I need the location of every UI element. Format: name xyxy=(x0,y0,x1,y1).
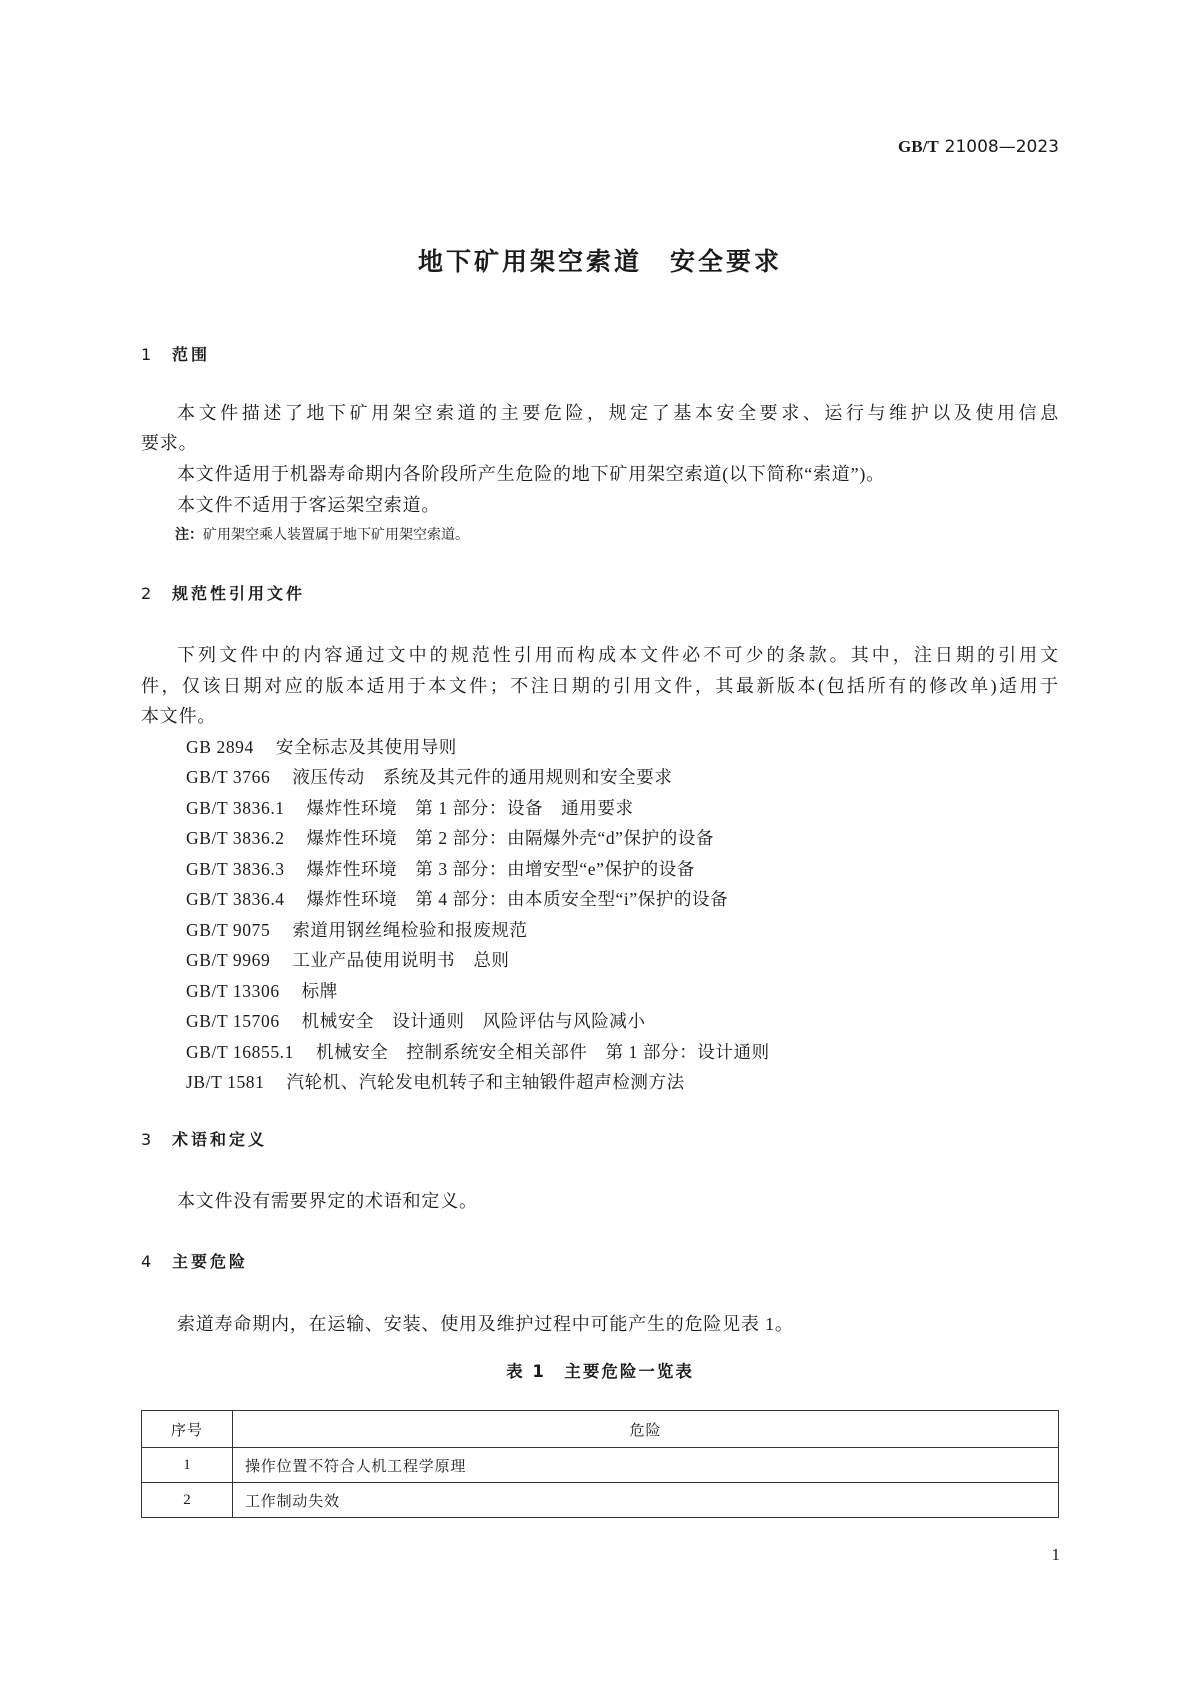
reference-code: GB 2894 xyxy=(186,737,254,757)
scope-paragraph-1-line-1: 本文件描述了地下矿用架空索道的主要危险，规定了基本安全要求、运行与维护以及使用信息 xyxy=(177,403,1059,423)
reference-title: 爆炸性环境 第 1 部分：设备 通用要求 xyxy=(306,798,634,818)
reference-title: 机械安全 设计通则 风险评估与风险减小 xyxy=(301,1011,646,1031)
reference-item xyxy=(186,1006,646,1036)
section-4-number: 4 xyxy=(141,1252,152,1271)
reference-item xyxy=(186,1067,685,1097)
reference-code: GB/T 3836.1 xyxy=(186,798,285,818)
reference-code: JB/T 1581 xyxy=(186,1072,265,1092)
column-header-hazard: 危险 xyxy=(233,1411,1059,1448)
section-1-heading: 范围 xyxy=(172,345,211,364)
reference-title: 机械安全 控制系统安全相关部件 第 1 部分：设计通则 xyxy=(316,1042,770,1062)
reference-title: 爆炸性环境 第 2 部分：由隔爆外壳“d”保护的设备 xyxy=(306,828,715,848)
references-intro-line-2: 件，仅该日期对应的版本适用于本文件；不注日期的引用文件，其最新版本(包括所有的修改单)适用于 xyxy=(141,676,1059,696)
reference-code: GB/T 15706 xyxy=(186,1011,280,1031)
table-caption: 表 1 主要危险一览表 xyxy=(506,1362,694,1381)
reference-title: 工业产品使用说明书 总则 xyxy=(292,950,510,970)
reference-title: 爆炸性环境 第 3 部分：由增安型“e”保护的设备 xyxy=(306,859,695,879)
table-cell-hazard: 操作位置不符合人机工程学原理 xyxy=(233,1448,1059,1483)
reference-code: GB/T 9969 xyxy=(186,950,271,970)
reference-item xyxy=(186,976,338,1006)
references-intro-line-1: 下列文件中的内容通过文中的规范性引用而构成本文件必不可少的条款。其中，注日期的引用文 xyxy=(177,645,1059,665)
hazards-table xyxy=(141,1410,1059,1518)
reference-code: GB/T 3836.4 xyxy=(186,889,285,909)
reference-item xyxy=(186,1037,770,1067)
section-3-number: 3 xyxy=(141,1130,152,1149)
scope-paragraph-1-line-2: 要求。 xyxy=(141,433,198,453)
table-cell-number: 1 xyxy=(142,1448,233,1483)
reference-title: 汽轮机、汽轮发电机转子和主轴锻件超声检测方法 xyxy=(286,1072,685,1092)
section-3-heading: 术语和定义 xyxy=(172,1130,268,1149)
reference-code: GB/T 3836.2 xyxy=(186,828,285,848)
scope-note xyxy=(175,520,469,550)
scope-paragraph-2: 本文件适用于机器寿命期内各阶段所产生危险的地下矿用架空索道(以下简称“索道”)。 xyxy=(177,464,885,484)
section-2-heading: 规范性引用文件 xyxy=(172,584,306,603)
standard-code-prefix: GB/T xyxy=(898,137,939,156)
section-2-number: 2 xyxy=(141,584,152,603)
reference-title: 安全标志及其使用导则 xyxy=(275,737,457,757)
reference-item xyxy=(186,945,510,975)
reference-item xyxy=(186,762,672,792)
scope-note-label: 注： xyxy=(175,527,203,543)
hazards-paragraph: 索道寿命期内，在运输、安装、使用及维护过程中可能产生的危险见表 1。 xyxy=(177,1314,794,1334)
reference-item xyxy=(186,732,457,762)
scope-paragraph-3: 本文件不适用于客运架空索道。 xyxy=(177,495,441,515)
references-intro-line-3: 本文件。 xyxy=(141,706,217,726)
reference-title: 标牌 xyxy=(301,981,338,1001)
section-1-number: 1 xyxy=(141,345,152,364)
reference-title: 爆炸性环境 第 4 部分：由本质安全型“i”保护的设备 xyxy=(306,889,729,909)
standard-code-number: 21008—2023 xyxy=(944,137,1059,157)
reference-code: GB/T 9075 xyxy=(186,920,271,940)
reference-title: 液压传动 系统及其元件的通用规则和安全要求 xyxy=(292,767,673,787)
standard-code xyxy=(898,132,1059,162)
terms-paragraph: 本文件没有需要界定的术语和定义。 xyxy=(177,1191,478,1211)
table-cell-hazard: 工作制动失效 xyxy=(233,1483,1059,1518)
table-header-row xyxy=(142,1411,1059,1448)
scope-note-text: 矿用架空乘人装置属于地下矿用架空索道。 xyxy=(203,528,469,543)
reference-item xyxy=(186,884,728,914)
table-cell-number: 2 xyxy=(142,1483,233,1518)
reference-item xyxy=(186,854,695,884)
reference-code: GB/T 3766 xyxy=(186,767,271,787)
section-4-heading: 主要危险 xyxy=(172,1252,249,1271)
table-row xyxy=(142,1483,1059,1518)
reference-code: GB/T 3836.3 xyxy=(186,859,285,879)
table-row xyxy=(142,1448,1059,1483)
column-header-number: 序号 xyxy=(142,1411,233,1448)
page-number: 1 xyxy=(1051,1545,1060,1564)
reference-item xyxy=(186,793,634,823)
reference-item xyxy=(186,915,528,945)
reference-title: 索道用钢丝绳检验和报废规范 xyxy=(292,920,528,940)
reference-code: GB/T 16855.1 xyxy=(186,1042,294,1062)
reference-item xyxy=(186,823,714,853)
reference-code: GB/T 13306 xyxy=(186,981,280,1001)
document-title: 地下矿用架空索道 安全要求 xyxy=(417,247,782,276)
